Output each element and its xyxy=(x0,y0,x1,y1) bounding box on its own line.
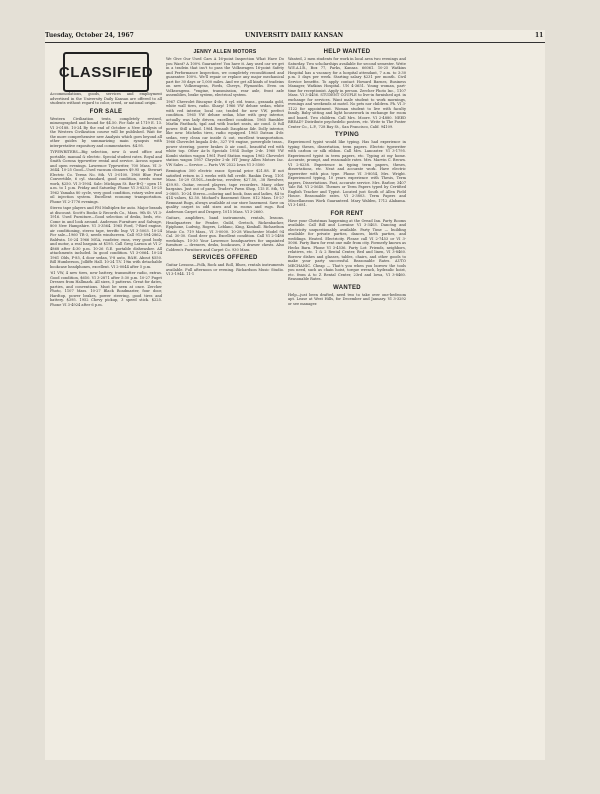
help-wanted-text: Wanted, 2 men students for work in local area two evenings and Saturday. Two scholarships available for second semester. Write W.E.A.I.B., Box 77, Parks, Kansas. 66061. 10-25 Watkins Hospital has a vacancy for a hospital attendant, 7 a.m. to 3:30 p.m. 5 days per week. Starting salary $231 per month. Civil Service benefits. To apply contact Howard Barnes, Business Manager, Watkins Hospital. UN 4-3651. Young woman, part-time for receptionist. Apply in person. Zercher Photo Inc., 1107 Mass. VI 3-4456. STUDENT COUPLE to live-in furnished apt. in exchange for services. Want male student to work mornings, evenings and weekends at motel. No pets nor children. Ph. VI 3-1122 for appointment. Woman student to live with faculty family. Baby sitting and light housework in exchange for room and board. Two children. Call Mrs. Moore. VI 2-4880. NEED BREAD? Distribute psychedelic posters, etc. Write to The Poster Center Co., L.P., 728 Bay St., San Francisco, Calif. 94109. xyxy=(288,57,406,129)
for-rent-text: Have your Christmas happening at the Oread Inn. Party Rooms available. Call Bill and Lorraine VI 3-3403. Dancing and electricity unquestionably available. Party Time — building available for private parties, dances, birth parties, and weddings. Heated. Electricity. Please call VI 2-7453 or VI 3-5006. Party Barn for rent one mile from city. Formerly known as Hecks Barn. Phone VI 3-4536. Party Lot: Friends, neighbors, relatives, etc. 1 & 2 Rental Center, Bed and linen, VI 3-8460. Borrow dishes and glasses, tables, chairs, and other goods to make your party successful. Reasonable Rates. AUTO MECHANIC. Cheap — That's you when you borrow the tools you need, such as chain hoist, torque wrench, hydraulic hoist, etc. from A to Z Rental Center, 23rd and Iowa, VI 3-8460. Reasonable Rates. xyxy=(288,218,406,281)
classified-intro: Accommodations, goods, services and employment advertised in the University Daily Kansan are offered to all students without regard to color, creed, or national origin. xyxy=(50,92,162,105)
used-cars-text: 1967 Chevrolet Biscayne 4-dr., 6 cyl. std. trans., granada gold, white wall tires, radio. Sharp! 1966 VW deluxe sedan, white with red interior, local car, traded for new VW, perfect condition. 1965 VW deluxe sedan, blue with gray interior, actually was lady driven, excellent condition. 1965 Rambler Marlin Fastback, tgal and with bucket seats, air cond. & full power. Still a kind. 1964 Renault Dauphine 4dr. Dolly interior, like new. Michelin tires, radio equipped. 1963 Datsun 4-dr. sedan, very clean car inside & out, excellent transportation. 1966 Chevrolet Impala 4-dr., 327 V-8 engine, powerglide trans., power steering, power brakes & air cond., beautiful red with white top. Other As-Is Specials 1954 Dodge 2-dr. 1960 VW Kombi station wagon 1961 Ford Station wagon 1962 Chevrolet station wagon 1957 Chrysler 2-dr. HT Jenny Allen Motors Inc. VW Sales — Service — Parts VW 2522 Iowa VI 3-3500 xyxy=(166,99,284,167)
services-offered-heading: SERVICES OFFERED xyxy=(192,255,258,261)
typing-text: Experienced typist would like typing. Has had experience in typing theses, dissertation, term papers. Electric typewriter with carbon or silk ribbon. Call Mrs. Lancaster. VI 3-1795. Experienced typist in term papers, etc. Typing at my home. Accurate, prompt, and reasonable rates. Mrs. Marvin C. Brown. VI 2-8238. Experience in typing term papers, theses, dissertations, etc. Neat and accurate work. Have electric typewriter with pica type. Phone VI 3-8054, Mrs. Wright. Experienced typing, 10 years experience with Thesis, Term papers, Dissertations. Fast, accurate service. Mrs. Barlow, 3407 Yale Rd. VI 2-5640. Themes or Term Papers typed by Certified English Teacher and Typist. Located just South of Allen Field House. Reasonable rates. VI 2-3803. Term Papers and Miscellaneous Work Guaranteed. Mary Walden, 1712 Alabama. VI 3-1681. xyxy=(288,140,406,207)
for-sale-text-1: Western Civilization texts, completely revised, mimeographed and bound for $4.50. For Sale at 1719 E. 13. VI 3-0188. 10-24 By the end of October a New Analysis of the Western Civilization course will be published. Wait for the more comprehensive new Analysis which goes beyond all other guides by summarizing main synopsis with interpretative expository and commentaries. $4.95. xyxy=(50,116,162,148)
wanted-heading: WANTED xyxy=(333,284,361,291)
jenny-allen-heading: JENNY ALLEN MOTORS xyxy=(193,49,257,55)
for-sale-text-6: Guitars, amplifiers, band instruments, rentals, lessons. Headquarters for Fender, Guild, Gretsch, Rickenbacker, Epiphone, Ludwig, Rogers, Leblanc, King, Kimball. Richardson Music Co. 719 Mass., VI 3-0000. 10-28 Winchester Model 94 Cal. 30-30. Good deer gun. Excellent condition. Call VI 2-1488 weekdays. 10-30 Your Lawrence headquarters for unpainted furniture — dressers, desks, bookcases, 3 drawer chests. Also Coldren's Furniture and Carpet Co. 930 Mass. xyxy=(166,216,284,252)
column-3 xyxy=(288,46,406,521)
for-sale-text-3: Stereo tape players and FM Multiplex for auto. Major brands at discount. Scott's Books & Records Co., Mass. 9th St. VI 3-1916. Used Furniture—Good selection of desks, beds, etc. Come in and look around. Anderson Furniture and Salvage, 800 New Hampshire. VI 3-3564. 1965 Ford, 7-Bird engine, air conditioning, stereo tape, terrific buy. VI 3-5003. 10-24 For sale—1960 TR-3, needs windscreen. Call 913-594-2862, Baldwin. 10-24 1966 MGA, roadster, runs, very good body and motor, a real bargain at $195. Call Greg Larson at VI 2-4868 after 4:30 p.m. 10-26 G.E. portable dishwasher. All attachments included. In good condition. VI 3-0064. 10-24 1961 Olds, F-85, 4 door sedan, V-8 auto, R&H. About $550. Bill Humberson, Jolliffe Hall. 10-24 T.V. 19in with detachable bookcase headphones, excellent. VI 2-0044 after 5 p.m. xyxy=(50,206,162,269)
for-sale-text-2: TYPEWRITERS—Big selection, new & used office and portable, manual & electric. Special student rates. Royal and Smith Corona typewriter rental and service. Across square and open evenings. Lawrence Typewriter, 700 Mass. VI 3-3644. 10-25 Good—Used vacuum cleaners $9.95 up. Stewart Electric Co. Terms No. 8th. VI 3-0100. 1960 Blue Ford Convertible, 6 cyl. standard, good condition, needs some work, $250. VI 3-1904. Sale: Michigan St. Bar-B-Q - open 11 a.m. to 1 p.m. Friday and Saturday. Phone VI 3-8233. 10-25 1962 Yamaha 80 cycle, very good condition, rotary valve and oil injection system. Excellent economy transportation. Phone VI 2-1776 evenings. xyxy=(50,150,162,204)
masthead-rule xyxy=(45,42,545,43)
masthead-page-number: 11 xyxy=(535,32,544,39)
services-offered-text: Guitar Lessons—Folk, Rock and Roll, Blues, rentals instruments available. Full afternoon or evening. Richardson Music Studio. VI 3-1944. 11-1 xyxy=(166,263,284,276)
typing-heading: TYPING xyxy=(334,132,360,138)
for-sale-text-4: '61 VW, 4 new tires, new battery, transmitter radio, extras. Good condition, $650. VI 3-2871 after 5:30 p.m. 10-27 Puget Dresses from Hallmark. All sizes, 5 patterns. Great for dates, parties, and conventions. Must be seen at once. Zercher Photo, 1107 Mass. 10-27 Black Roadmaster, four door, Hardtop, power brakes, power steering, good tires and battery. $395. 1952 Chevy pickup, 3 speed stick. $225. Phone VI 3-4924 after 6 p.m. xyxy=(50,271,162,307)
masthead-paper-name: UNIVERSITY DAILY KANSAN xyxy=(245,32,344,39)
column-1 xyxy=(50,92,162,542)
jenny-allen-text: We Give Our Used Cars A 16-point Inspection What Have Do you Want? A 100% Guarantee! You have it. Any used car we get in a tradein that isn't to pass the Volkswagen 16-point Safety and Performance Inspection, we completely reconditioned and guarantee 100%. We'll repair or replace any major mechanical part for 30 days or 1,000 miles. And we get all kinds of tradeins on new Volkswagens, Fords, Chevys, Plymouths. Even on Volkswagens. *engine, transmission, rear axle, front axle assemblies, brake system, electrical system. xyxy=(166,57,284,97)
classified-logo: CLASSIFIED xyxy=(63,52,149,92)
newspaper-page xyxy=(45,30,545,760)
column-2 xyxy=(166,46,284,521)
wanted-text: Help—just been drafted, need two to take over one-bedroom apt. Lease at West Hills, for December and January. VI 3-3292 or see manager. xyxy=(288,292,406,306)
for-rent-heading: FOR RENT xyxy=(330,210,364,217)
help-wanted-heading: HELP WANTED xyxy=(323,49,371,55)
for-sale-heading: FOR SALE xyxy=(89,108,123,115)
masthead-date: Tuesday, October 24, 1967 xyxy=(45,32,134,39)
for-sale-text-5: Remington 300 electric razor. Special price $21.88. If not satisfied return in 2 weeks with full credit. Rankin Drug, 1101 Mass. 10-29 GUNS—trade-ins, revolver, $27.50, .38 Revolver, $39.95. Guitar, record players, tape recorders. Many other bargains. Just out of pawn. Trader's Pawn Shop, 115 E. 8th, VI 2-0805. 10-24 Stereo—coloring and book, fans and ladies, $4 to $14 values, $2.50. Michael's Basement Store. 812 Mass. 10-27 Remnant Rugs, always available at our store basement. Save on quality carpet in odd sizes and in rooms and rugs. Rod Anderson Carpet and Drapery, 1015 Mass. VI 3-2660. xyxy=(166,169,284,214)
masthead xyxy=(45,30,545,42)
